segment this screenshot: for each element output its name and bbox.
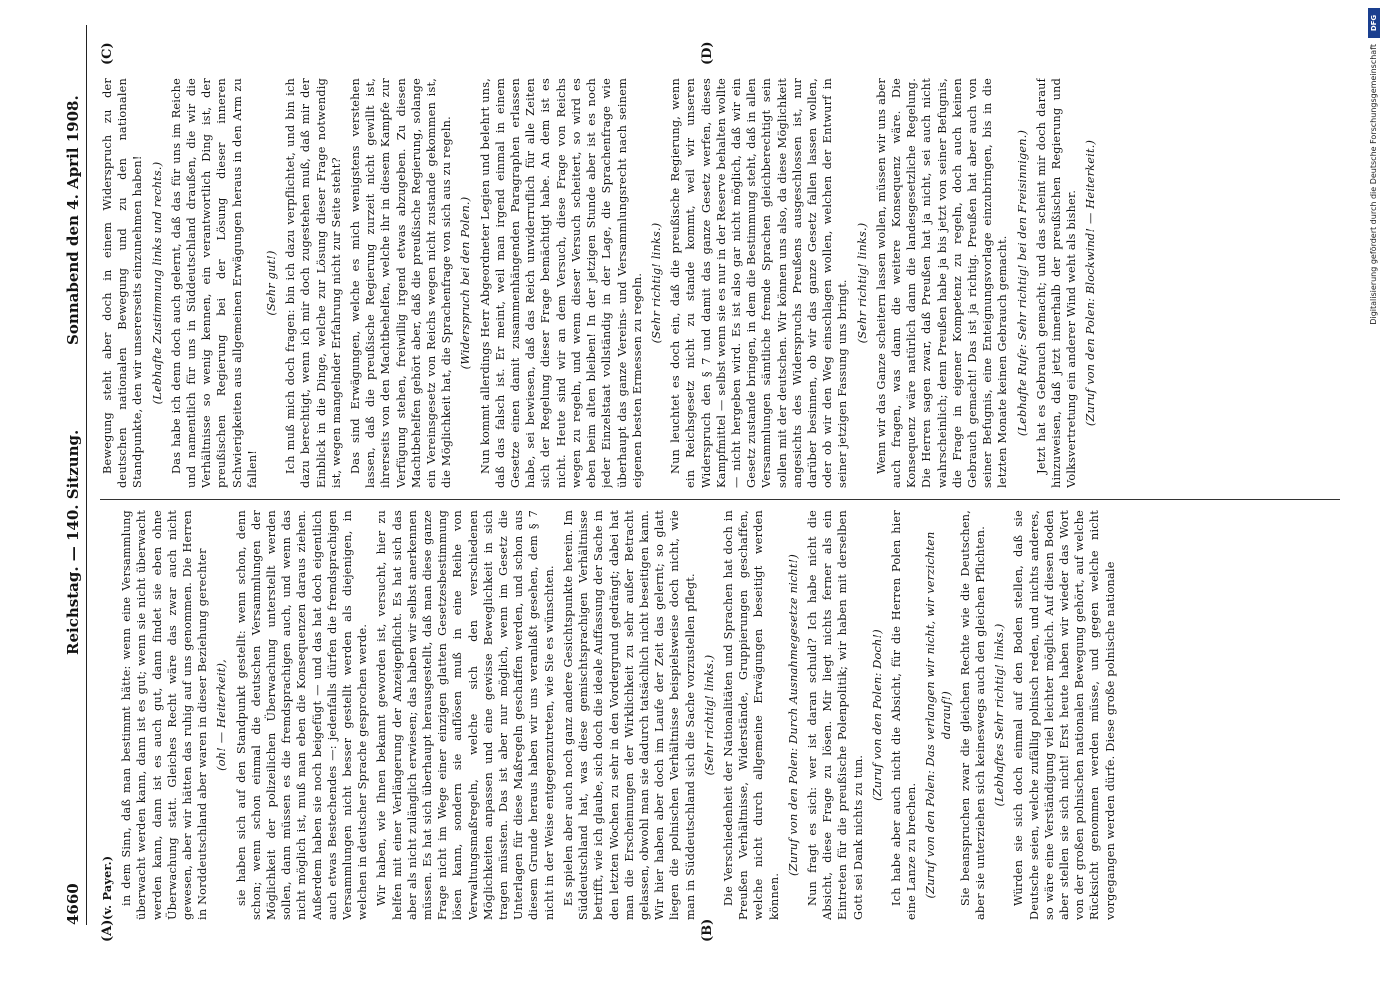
interjection: (Zuruf von den Polen: Das verlangen wir nicht, wir verzichten darauf!): [924, 531, 953, 899]
paragraph: Nun leuchtet es doch ein, daß die preußische Regierung, wenn ein Reichsgesetz nicht zu stande kommt, weil wir unseren Widerspruch den § 7 und damit das ganze Gesetz werfen, dieses Kampfmittel — selbst wenn sie es nur in der Reserve behalten wollte — nicht hergeben wird. Es ist also gar nicht möglich, daß wir ein Gesetz zustande bringen, in dem die Bestimmung steht, daß in allen Versammlungen sämtliche fremde Sprachen gleichberechtigt sein sollen mit der deutschen. Wir können uns also, da diese Möglichkeit angesichts des Widerspruchs Preußens ausgeschlossen ist, nur darüber besinnen, ob wir das ganze Gesetz fallen lassen wollen, oder ob wir den Weg einschlagen wollen, welchen der Entwurf in seiner jetzigen Fassung uns bringt.: [669, 78, 850, 488]
paragraph: Ich habe aber auch nicht die Absicht, für die Herren Polen hier eine Lanze zu brechen.: [889, 510, 919, 920]
dfg-logo: DFG: [1368, 8, 1380, 38]
speaker-label: (v. Payer.): [100, 855, 114, 920]
paragraph: Nun fragt es sich: wer ist daran schuld? Ich habe nicht die Absicht, diese Frage zu lösen. Mir liegt nichts ferner als ein Eintreten für die preußische Polenpolitik; wir haben mit derselben Gott sei Dank nichts zu tun.: [805, 510, 865, 920]
paragraph: Würden sie sich doch einmal auf den Boden stellen, daß sie Deutsche seien, welche zufällig polnisch reden, und nichts anderes, so wäre eine Verständigung viel leichter möglich. Auf diesen Boden aber stellen sie sich nicht! Erst heute haben wir wieder das Wort von der großen polnischen nationalen Bewegung gehört, auf welche Rücksicht genommen werden müsse, und gegen welche nicht vorgegangen werden dürfe. Diese große polnische nationale: [1012, 510, 1117, 920]
interjection: (Lebhafte Rufe: Sehr richtig! bei den Freisinnigen.): [1015, 129, 1029, 437]
left-text-column: [100, 510, 1340, 920]
interjection: (Sehr richtig! links.): [702, 654, 716, 776]
interjection: (Sehr richtig! links.): [855, 222, 869, 344]
paragraph: Das habe ich denn doch auch gelernt, daß das für uns im Reiche und namentlich für uns in Süddeutschland draußen, die wir die Verhältnisse so wenig kennen, ein verantwortlich Ding ist, der preußischen Regierung bei der Lösung dieser inneren Schwierigkeiten aus allgemeinen Erwägungen heraus in den Arm zu fallen!: [169, 78, 259, 488]
interjection: (Lebhafte Zustimmung links und rechts.): [150, 161, 164, 405]
paragraph: Das sind Erwägungen, welche es mich wenigstens verstehen lassen, daß die preußische Regierung zurzeit nicht gewillt ist, ihrerseits von den Machtbehelfen, welche ihr in diesem Kampfe zur Verfügung stehen, freiwillig irgend etwas abzugeben. Zu diesen Machtbehelfen gehört aber, daß die preußische Regierung, solange ein Vereinsgesetz von Reichs wegen nicht zustande gekommen ist, die Möglichkeit hat, die Sprachenfrage von sich aus zu regeln.: [349, 78, 454, 488]
paragraph: sie haben sich auf den Standpunkt gestellt: wenn schon, denn schon; wenn schon einmal die deutschen Versammlungen der Möglichkeit der polizeilichen Überwachung unterstellt werden sollen, dann müssen es die fremdsprachigen auch, und wenn das nicht möglich ist, muß man eben die Konsequenzen daraus ziehen. Außerdem haben sie noch beigefügt — und das hat doch eigentlich auch etwas Bestechendes —: jedenfalls dürfen die fremdsprachigen Versammlungen nicht besser gestellt werden als diejenigen, in welchen in deutscher Sprache gesprochen werde.: [234, 510, 370, 920]
interjection: (Sehr richtig! links.): [649, 222, 663, 344]
margin-marker-a: (A): [100, 919, 115, 942]
interjection: (Widerspruch bei den Polen.): [459, 196, 473, 370]
paragraph: Jetzt hat es Gebrauch gemacht; und das scheint mir doch darauf hinzuweisen, daß jetzt innerhalb der preußischen Regierung und Volksvertretung ein anderer Wind weht als bisher.: [1034, 78, 1079, 488]
margin-marker-c: (C): [100, 42, 115, 65]
page-header: [56, 65, 86, 925]
paragraph: Die Verschiedenheit der Nationalitäten und Sprachen hat doch in Preußen Verhältnisse, Widerstände, Gruppierungen geschaffen, welche nicht durch allgemeine Erwägungen beseitigt werden können.: [721, 510, 781, 920]
interjection: (Lebhaftes Sehr richtig! links.): [993, 623, 1007, 807]
interjection: (Sehr gut!): [265, 250, 279, 316]
paragraph: Nun kommt allerdings Herr Abgeordneter Legien und belehrt uns, daß das falsch ist. Er meint, weil man irgend einmal in einem Gesetze einen damit zusammenhängenden Paragraphen erlassen habe, sei bewiesen, daß das Reich unwiderruflich für alle Zeiten sich der Regelung dieser Frage bemächtigt habe. An dem ist es nicht. Heute sind wir an dem Versuch, diese Frage von Reichs wegen zu regeln, und wenn dieser Versuch scheitert, so wird es eben beim alten bleiben! In der jetzigen Stunde aber ist es noch jeder Einzelstaat vollständig in der Lage, die Sprachenfrage wie überhaupt das ganze Vereins- und Versammlungsrecht nach seinem eigenen besten Ermessen zu regeln.: [478, 78, 644, 488]
paragraph: Wir haben, wie Ihnen bekannt geworden ist, versucht, hier zu helfen mit einer Verlängerung der Anzeigepflicht. Es hat sich das aber als nicht zulänglich erwiesen; das haben wir selbst anerkennen müssen. Es hat sich überhaupt herausgestellt, daß man diese ganze Frage nicht im Wege einer einzigen glatten Gesetzesbestimmung lösen kann, sondern sie auflösen muß in eine Reihe von Verwaltungsmaßregeln, welche sich den verschiedenen Möglichkeiten anpassen und eine gewisse Beweglichkeit in sich tragen müssten. Das ist aber nur möglich, wenn im Gesetz die Unterlagen für diese Maßregeln geschaffen werden, und schon aus diesem Grunde heraus haben wir uns veranlaßt gesehen, dem § 7 nicht in der Weise entgegenzutreten, wie Sie es wünschten.: [375, 510, 556, 920]
interjection: (oh! — Heiterkeit),: [215, 659, 229, 771]
header-rule: [86, 25, 87, 925]
paragraph: in dem Sinn, daß man bestimmt hätte: wenn eine Versammlung überwacht werden kann, dann ist es gut; wenn sie nicht überwacht werden kann, dann ist es auch gut, dann findet sie eben ohne Überwachung statt. Gleiches Recht wäre das zwar auch nicht gewesen, aber wir hätten das ruhig auf uns genommen. Die Herren in Norddeutschland aber waren in dieser Beziehung gerechter: [120, 510, 210, 920]
digitization-text: Digitalisierung gefördert durch die Deutsche Forschungsgemeinschaft: [1369, 44, 1378, 325]
running-title-right: Sonnabend den 4. April 1908.: [64, 95, 82, 345]
paragraph: Bewegung steht aber doch in einem Widerspruch zu der deutschen nationalen Bewegung und zu den nationalen Standpunkte, den wir unsererseits einzunehmen haben!: [101, 78, 145, 488]
margin-marker-d: (D): [700, 41, 715, 65]
paragraph: Ich muß mich doch fragen: bin ich dazu verpflichtet, und bin ich dazu berechtigt, wenn ich mir doch zugestehen muß, daß mir der Einblick in die Dinge, welche zur Lösung dieser Frage notwendig ist, wegen mangelnder Erfahrung nicht zur Seite steht?: [284, 78, 343, 488]
paragraph: Wenn wir das Ganze scheitern lassen wollen, müssen wir uns aber auch fragen, was dann die weitere Konsequenz wäre. Die Konsequenz wäre natürlich dann die landesgesetzliche Regelung. Die Herren sagen zwar, daß Preußen hat ja nicht, sei auch nicht wahrscheinlich; denn Preußen habe ja bis jetzt von seiner Befugnis, die Frage in eigener Kompetenz zu regeln, doch auch keinen Gebrauch gemacht! Das ist ja richtig. Preußen hat aber auch von seiner Befugnis, eine Enteignungsvorlage einzubringen, bis in die letzten Monate keinen Gebrauch gemacht.: [874, 78, 1010, 488]
running-title-left: Reichstag. — 140. Sitzung.: [64, 429, 82, 655]
page-number: 4660: [64, 883, 82, 925]
digitization-notice: [1367, 44, 1381, 684]
paragraph: Sie beanspruchen zwar die gleichen Rechte wie die Deutschen, aber sie unterziehen sich keineswegs auch den gleichen Pflichten.: [958, 510, 987, 920]
interjection: (Zuruf von den Polen: Durch Ausnahmegesetze nicht!): [786, 554, 800, 876]
interjection: (Zuruf von den Polen: Blockwind! — Heiterkeit.): [1084, 139, 1098, 427]
column-divider: [100, 499, 1340, 500]
paragraph: Es spielen aber auch noch ganz andere Gesichtspunkte herein. Im Süddeutschland hat, was diese gemischtsprachigen Verhältnisse betrifft, wie ich glaube, sich doch die ideale Auffassung der Sache in den letzten Wochen zu sehr in den Vordergrund gedrängt; dabei hat man die Erscheinungen der Wirklichkeit zu sehr außer Betracht gelassen, obwohl man sie dadurch tatsächlich nicht beseitigen kann. Wir hier haben aber doch im Laufe der Zeit das gelernt; so glatt liegen die polnischen Verhältnisse beispielsweise doch nicht, wie man in Süddeutschland sich die Sache vorzustellen pflegt.: [561, 510, 697, 920]
right-text-column: [100, 78, 1340, 488]
margin-marker-b: (B): [700, 918, 715, 942]
interjection: (Zuruf von den Polen: Doch!): [870, 629, 884, 801]
